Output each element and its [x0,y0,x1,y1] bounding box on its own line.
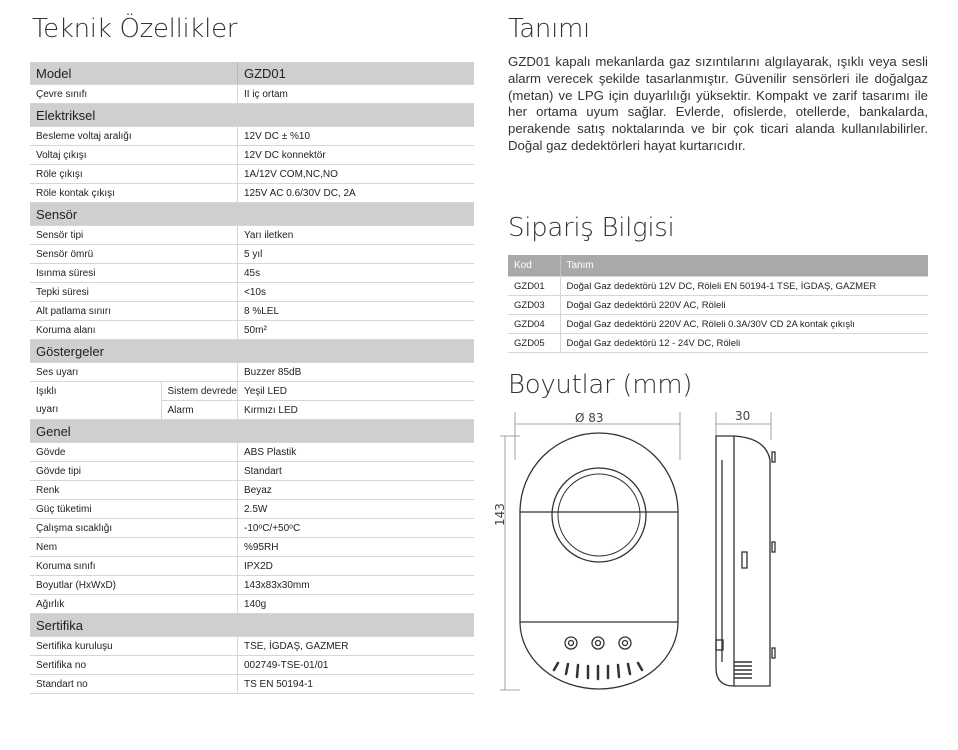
spec-value: Buzzer 85dB [237,363,474,382]
table-row [30,443,474,462]
spec-label: Ses uyarı [30,363,237,382]
spec-label: Isınma süresi [30,264,237,283]
order-title: Sipariş Bilgisi [508,213,675,243]
spec-label: Röle kontak çıkışı [30,184,237,203]
section-title: Sensör [30,203,474,226]
specs-title: Teknik Özellikler [32,14,238,44]
table-row [30,245,474,264]
table-row [30,637,474,656]
spec-label: Çevre sınıfı [30,85,237,104]
spec-value: Yeşil LED [237,382,474,401]
spec-value: Standart [237,462,474,481]
section-title: Sertifika [30,614,474,637]
dimension-drawing [490,400,790,700]
spec-label: Standart no [30,675,237,694]
spec-label: Sertifika kuruluşu [30,637,237,656]
spec-value: Kırmızı LED [237,401,474,420]
order-table [508,255,928,353]
spec-sublabel: Alarm [161,401,237,420]
table-row [30,146,474,165]
spec-label: Işıklı [36,385,57,397]
description-text: GZD01 kapalı mekanlarda gaz sızıntılarını algılayarak, ışıklı veya sesli alarm verecek şekilde tasarlanmıştır. Güvenilir sensörleri ile doğalgaz (metan) ve LPG için duyarlılığı yüksektir. Kompakt ve zarif tasarımı ile her ortama uyum sağlar. Evlerde, ofislerde, otellerde, bankalarda, perakende satış noktalarında ve bir çok ticari alanda kullanılabilirler. Doğal gaz dedektörleri hayat kurtarıcıdır. [508,54,928,153]
spec-value: 2.5W [237,500,474,519]
spec-label: Nem [30,538,237,557]
spec-value: -10ᵒC/+50ᵒC [237,519,474,538]
model-value: GZD01 [237,62,474,85]
table-row [30,363,474,382]
spec-value: 002749-TSE-01/01 [237,656,474,675]
table-row [508,334,928,353]
table-row [30,500,474,519]
spec-value: 12V DC konnektör [237,146,474,165]
spec-label: Röle çıkışı [30,165,237,184]
spec-label: Koruma alanı [30,321,237,340]
spec-value: 125V AC 0.6/30V DC, 2A [237,184,474,203]
table-row [30,321,474,340]
spec-label: Renk [30,481,237,500]
table-row [30,656,474,675]
table-row [30,165,474,184]
order-code: GZD05 [508,334,560,353]
spec-label: Sertifika no [30,656,237,675]
order-code: GZD04 [508,315,560,334]
table-row [508,296,928,315]
side-view [716,436,775,686]
spec-value: IPX2D [237,557,474,576]
spec-value: 140g [237,595,474,614]
table-row [30,538,474,557]
section-header [30,104,474,127]
spec-value: 45s [237,264,474,283]
table-row [30,226,474,245]
spec-value: %95RH [237,538,474,557]
spec-value: ABS Plastik [237,443,474,462]
table-row [30,519,474,538]
spec-label: Sensör ömrü [30,245,237,264]
spec-label: Ağırlık [30,595,237,614]
table-row [30,382,474,401]
table-row [30,557,474,576]
table-row [30,481,474,500]
spec-label: Çalışma sıcaklığı [30,519,237,538]
table-row [508,315,928,334]
table-row [30,675,474,694]
table-row [30,127,474,146]
order-header-code: Kod [508,255,560,277]
spec-label: Alt patlama sınırı [30,302,237,321]
section-header [30,340,474,363]
spec-label: Gövde [30,443,237,462]
table-row [30,264,474,283]
front-view [520,433,678,689]
specs-table [30,62,474,694]
spec-label: uyarı [30,401,161,420]
spec-sublabel: Sistem devrede [161,382,237,401]
section-title: Göstergeler [30,340,474,363]
spec-label: Boyutlar (HxWxD) [30,576,237,595]
section-title: Elektriksel [30,104,474,127]
spec-label: Güç tüketimi [30,500,237,519]
section-title: Genel [30,420,474,443]
order-header-row [508,255,928,277]
spec-value: 8 %LEL [237,302,474,321]
spec-value: TS EN 50194-1 [237,675,474,694]
spec-value: II iç ortam [237,85,474,104]
order-desc: Doğal Gaz dedektörü 12V DC, Röleli EN 50194-1 TSE, İGDAŞ, GAZMER [560,277,928,296]
order-desc: Doğal Gaz dedektörü 220V AC, Röleli [560,296,928,315]
spec-label: Tepki süresi [30,283,237,302]
spec-value: <10s [237,283,474,302]
depth-label: 30 [735,409,751,423]
section-header [30,203,474,226]
spec-value: 12V DC ± %10 [237,127,474,146]
model-label: Model [30,62,237,85]
spec-label: Sensör tipi [30,226,237,245]
description-title: Tanımı [508,14,590,44]
spec-value: 5 yıl [237,245,474,264]
spec-label: Voltaj çıkışı [30,146,237,165]
spec-value: Yarı iletken [237,226,474,245]
table-row [30,401,474,420]
table-row [30,184,474,203]
spec-label: Koruma sınıfı [30,557,237,576]
table-row [30,283,474,302]
spec-label: Besleme voltaj aralığı [30,127,237,146]
spec-value: 143x83x30mm [237,576,474,595]
dimensions-title: Boyutlar (mm) [508,370,693,400]
table-row [30,85,474,104]
height-label: 143 [493,503,507,526]
order-desc: Doğal Gaz dedektörü 220V AC, Röleli 0.3A/30V CD 2A kontak çıkışlı [560,315,928,334]
spec-value: Beyaz [237,481,474,500]
model-row [30,62,474,85]
table-row [508,277,928,296]
table-row [30,595,474,614]
order-header-desc: Tanım [560,255,928,277]
order-code: GZD01 [508,277,560,296]
table-row [30,462,474,481]
section-header [30,420,474,443]
section-header [30,614,474,637]
table-row [30,302,474,321]
order-code: GZD03 [508,296,560,315]
table-row [30,576,474,595]
spec-value: 50m² [237,321,474,340]
spec-label: Gövde tipi [30,462,237,481]
spec-value: 1A/12V COM,NC,NO [237,165,474,184]
spec-value: TSE, İGDAŞ, GAZMER [237,637,474,656]
width-label: Ø 83 [575,411,604,425]
order-desc: Doğal Gaz dedektörü 12 - 24V DC, Röleli [560,334,928,353]
